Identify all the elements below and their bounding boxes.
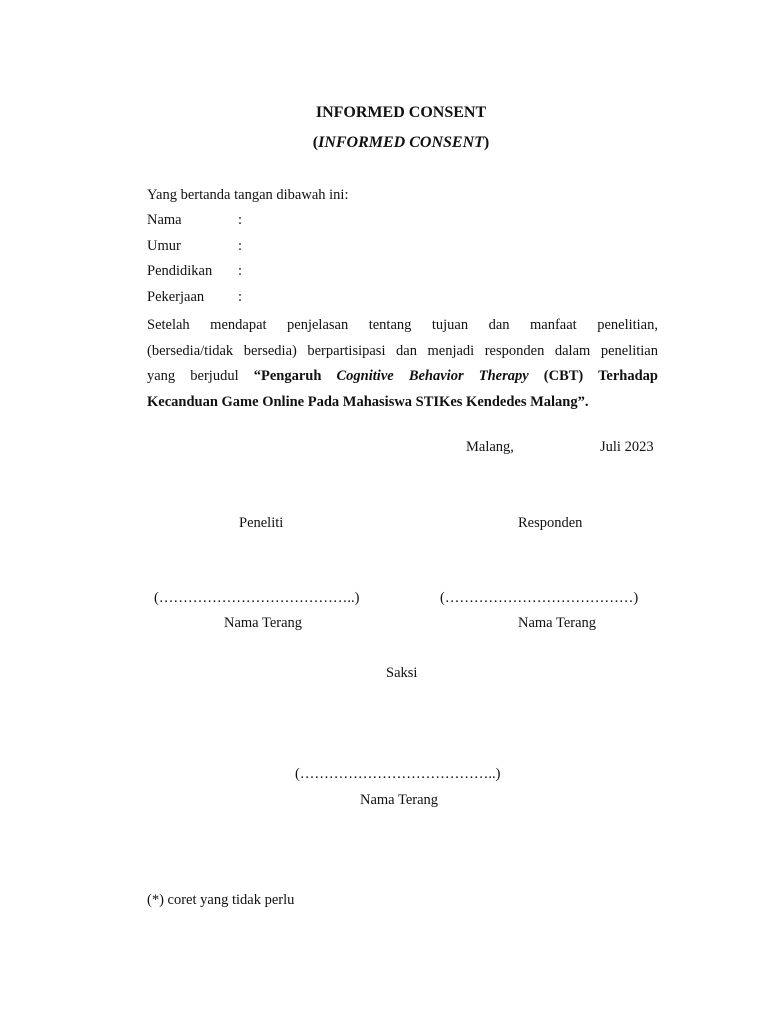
witness-label: Saksi [386,665,418,681]
respondent-name-label: Nama Terang [518,615,597,631]
research-title-part-1: “Pengaruh [253,368,337,384]
respondent-label: Responden [518,515,583,531]
field-colon-pekerjaan: : [238,289,243,305]
document-subtitle [0,134,768,152]
paragraph-line-2: (bersedia/tidak bersedia) berpartisipasi dan menjadi responden dalam penelitian [147,342,658,359]
field-label-pendidikan: Pendidikan [147,263,213,279]
witness-signature-line: (…………………………………..) [295,766,501,782]
document-title: INFORMED CONSENT [315,104,487,121]
researcher-label: Peneliti [239,515,284,531]
researcher-signature-line: (…………………………………..) [154,590,360,606]
subtitle-close-paren: ) [483,134,490,151]
field-colon-pendidikan: : [238,263,243,279]
consent-paragraph [147,313,658,415]
intro-text: Yang bertanda tangan dibawah ini: [147,187,349,203]
witness-name-label: Nama Terang [360,792,439,808]
footnote: (*) coret yang tidak perlu [147,892,295,908]
subtitle-italic-text: INFORMED CONSENT [318,134,484,151]
field-label-umur: Umur [147,238,181,254]
paragraph-line-3-plain: yang berjudul [147,368,254,384]
research-title-part-2: (CBT) Terhadap [528,368,658,384]
place-label: Malang, [466,439,514,455]
date-label: Juli 2023 [600,439,654,455]
field-colon-nama: : [238,212,243,228]
field-label-pekerjaan: Pekerjaan [147,289,205,305]
paragraph-line-3 [147,364,658,390]
paragraph-line-4 [147,390,658,416]
researcher-name-label: Nama Terang [224,615,303,631]
paragraph-line-1: Setelah mendapat penjelasan tentang tujuan dan manfaat penelitian, [147,317,658,333]
field-label-nama: Nama [147,212,182,228]
subtitle-open-paren: ( [312,134,319,151]
research-title-italic: Cognitive Behavior Therapy [336,368,529,384]
respondent-signature-line: (…………………………………) [440,590,639,606]
field-colon-umur: : [238,238,243,254]
research-title-part-3: Kecanduan Game Online Pada Mahasiswa STIKes Kendedes Malang”. [147,393,589,410]
